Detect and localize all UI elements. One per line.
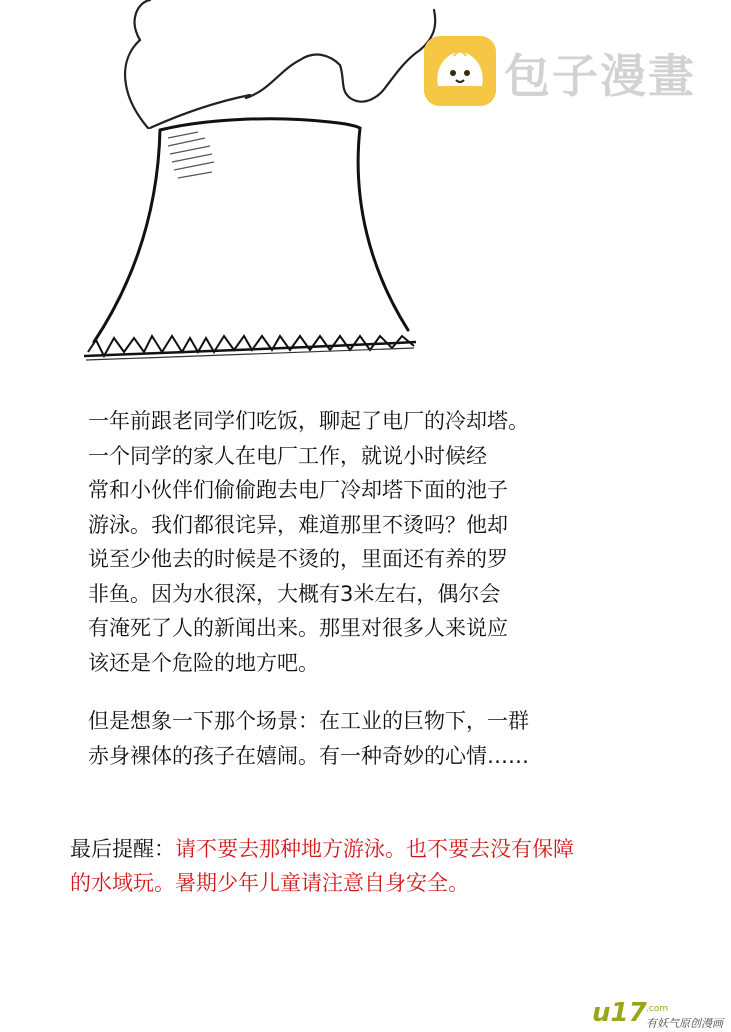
story-line: 非鱼。因为水很深，大概有3米左右，偶尔会 [88,581,501,606]
story-paragraph-2 [88,704,648,773]
bun-icon [424,36,496,106]
story-line: 一年前跟老同学们吃饭，聊起了电厂的冷却塔。 [88,409,529,433]
u17-logo-mark: u17 [592,998,647,1028]
reminder-text-1: 请不要去那种地方游泳。也不要去没有保障 [175,837,574,861]
story-line: 该还是个危险的地方吧。 [88,650,319,675]
story-line: 但是想象一下那个场景：在工业的巨物下，一群 [88,709,529,733]
story-line: 赤身裸体的孩子在嬉闹。有一种奇妙的心情…… [88,743,529,768]
u17-logo [592,998,723,1030]
u17-domain: .com [646,1004,669,1014]
steam-cloud [125,0,435,128]
story-paragraph-1 [88,404,648,680]
tower-shading [168,132,214,178]
story-line: 常和小伙伴们偷偷跑去电厂冷却塔下面的池子 [88,478,508,502]
reminder-text-2: 的水域玩。暑期少年儿童请注意自身安全。 [70,871,469,895]
watermark-text: 包子漫畫 [504,49,696,103]
watermark-logo [424,36,724,108]
safety-reminder [70,832,710,900]
u17-tagline: 有妖气原创漫画 [646,1017,723,1030]
story-line: 有淹死了人的新闻出来。那里对很多人来说应 [88,616,508,640]
story-line: 游泳。我们都很诧异，难道那里不烫吗？他却 [88,512,508,537]
story-line: 一个同学的家人在电厂工作，就说小时候经 [88,443,487,468]
tower-outline [94,119,408,342]
reminder-label: 最后提醒： [70,837,175,861]
story-line: 说至少他去的时候是不烫的，里面还有养的罗 [88,547,508,571]
